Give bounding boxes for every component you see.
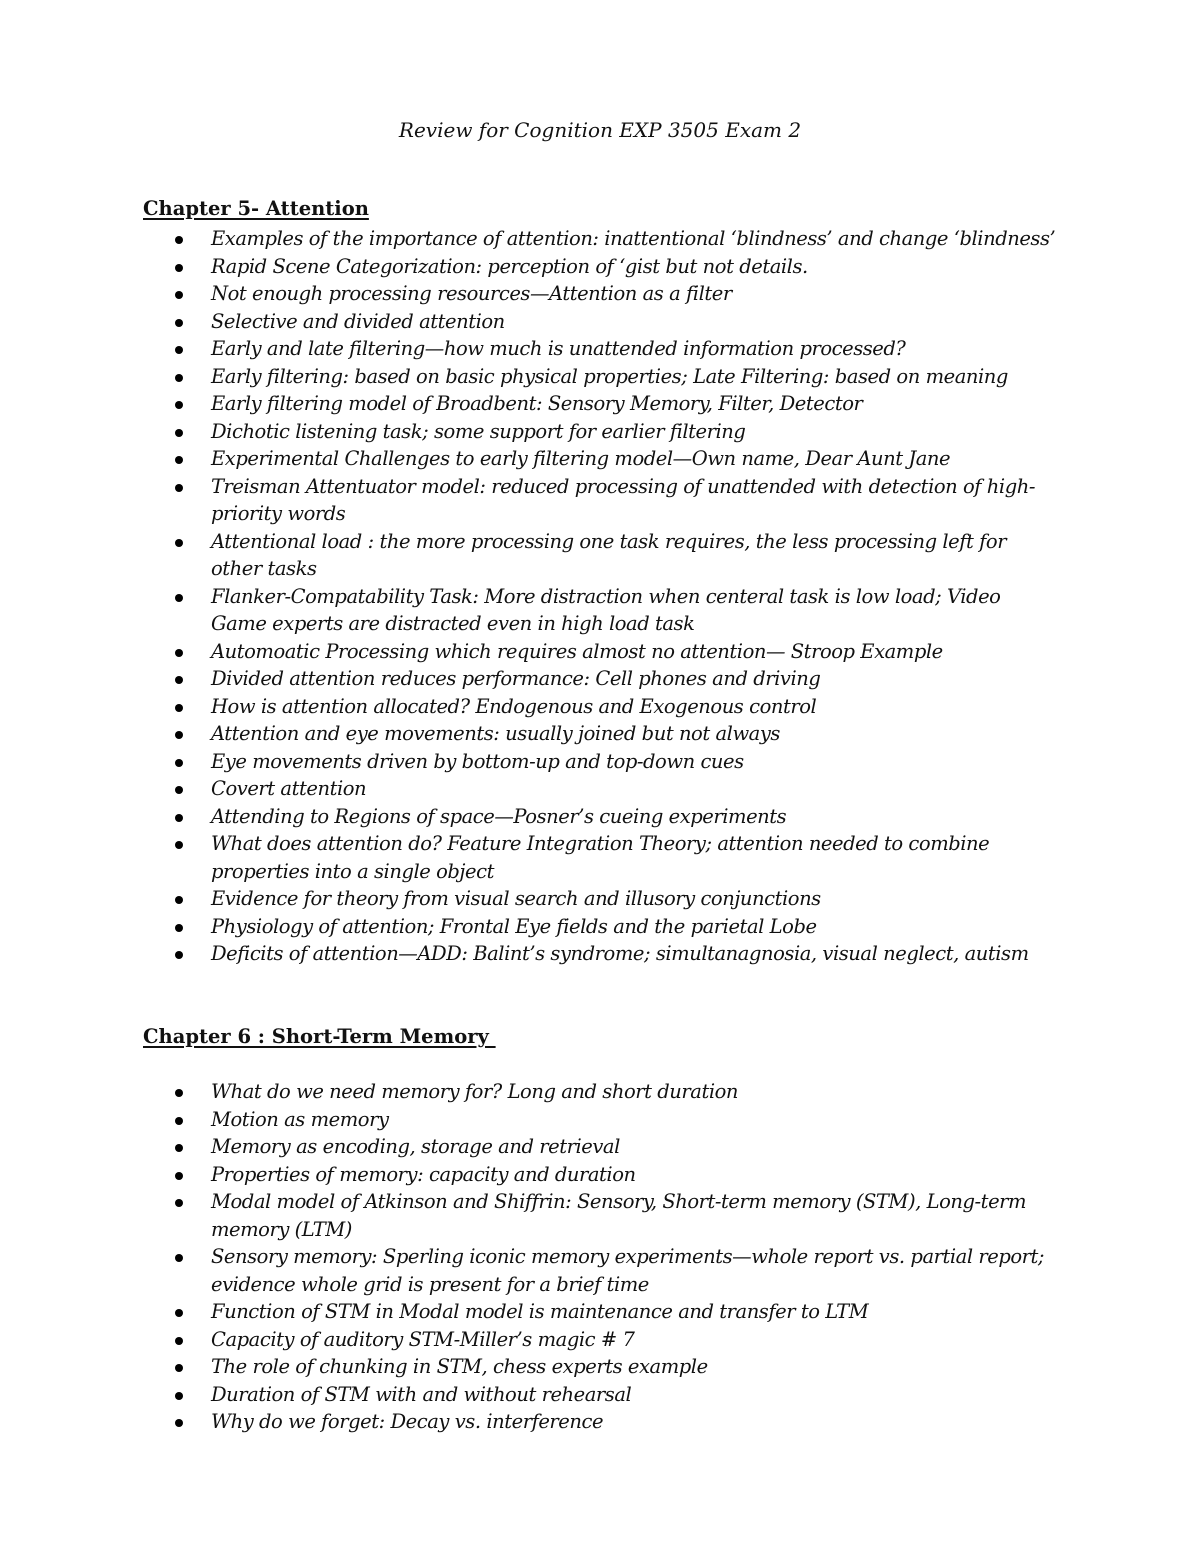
list-item-text: Early filtering model of Broadbent: Sensory Memory, Filter, Detector	[211, 392, 863, 415]
bullet-icon	[175, 1199, 183, 1207]
list-item-text: The role of chunking in STM, chess experts example	[211, 1355, 708, 1378]
list-item	[0, 528, 1061, 583]
bullet-icon	[175, 236, 183, 244]
list-item-text: Why do we forget: Decay vs. interference	[211, 1410, 604, 1433]
list-item	[0, 693, 1061, 721]
bullet-icon	[175, 1419, 183, 1427]
list-item-text: Dichotic listening task; some support for earlier filtering	[211, 419, 746, 443]
list-item-text: Motion as memory	[211, 1107, 389, 1131]
list-item-text: Evidence for theory from visual search and illusory conjunctions	[211, 887, 821, 910]
list-item	[0, 225, 1061, 253]
list-item-text: Examples of the importance of attention: inattentional ‘blindness’ and change ‘blindness’	[211, 227, 1056, 250]
bullet-icon	[175, 429, 183, 437]
bullet-icon	[175, 539, 183, 547]
bullet-icon	[175, 1117, 183, 1125]
list-item	[0, 1381, 1061, 1409]
list-item-text: Treisman Attentuator model: reduced processing of unattended with detection of high-priority words	[211, 474, 1035, 525]
list-item-text: Attending to Regions of space—Posner’s cueing experiments	[211, 804, 787, 828]
list-item-text: Rapid Scene Categorization: perception of ‘gist but not details.	[211, 254, 808, 278]
list-item	[0, 445, 1061, 473]
list-item-text: Early and late filtering—how much is unattended information processed?	[211, 337, 906, 360]
document-title: Review for Cognition EXP 3505 Exam 2	[398, 118, 802, 142]
list-item	[0, 253, 1061, 281]
bullet-icon	[175, 594, 183, 602]
list-item	[0, 885, 1061, 913]
list-item-text: Selective and divided attention	[211, 309, 505, 333]
list-item-text: Covert attention	[211, 777, 367, 800]
list-item-text: Function of STM in Modal model is maintenance and transfer to LTM	[211, 1300, 869, 1323]
bullet-icon	[175, 1364, 183, 1372]
bullet-icon	[175, 1392, 183, 1400]
list-item-text: Flanker-Compatability Task: More distraction when centeral task is low load; Video Game experts are distracted even in high load task	[211, 584, 1001, 635]
bullet-icon	[175, 374, 183, 382]
chapter-5-topic-list	[0, 225, 1200, 968]
list-item	[0, 335, 1061, 363]
list-item-text: Early filtering: based on basic physical properties; Late Filtering: based on meaning	[211, 364, 1008, 388]
chapter-6-topic-list	[0, 1078, 1200, 1436]
list-item	[0, 390, 1061, 418]
bullet-icon	[175, 456, 183, 464]
list-item-text: Duration of STM with and without rehearsal	[211, 1382, 632, 1406]
bullet-icon	[175, 814, 183, 822]
list-item-text: How is attention allocated? Endogenous and Exogenous control	[211, 694, 817, 718]
list-item	[0, 665, 1061, 693]
bullet-icon	[175, 924, 183, 932]
list-item-text: Not enough processing resources—Attention as a filter	[211, 282, 732, 305]
list-item-text: Experimental Challenges to early filtering model—Own name, Dear Aunt Jane	[211, 447, 951, 470]
list-item-text: Properties of memory: capacity and duration	[211, 1162, 636, 1186]
list-item	[0, 1133, 1061, 1161]
list-item-text: Attention and eye movements: usually joined but not always	[211, 722, 780, 745]
list-item-text: Memory as encoding, storage and retrieval	[211, 1135, 620, 1158]
bullet-icon	[175, 484, 183, 492]
bullet-icon	[175, 786, 183, 794]
list-item	[0, 748, 1061, 776]
list-item	[0, 1106, 1061, 1134]
bullet-icon	[175, 1337, 183, 1345]
bullet-icon	[175, 401, 183, 409]
list-item	[0, 1161, 1061, 1189]
list-item-text: Eye movements driven by bottom-up and top-down cues	[211, 749, 744, 773]
bullet-icon	[175, 319, 183, 327]
bullet-icon	[175, 896, 183, 904]
bullet-icon	[175, 649, 183, 657]
bullet-icon	[175, 1172, 183, 1180]
list-item	[0, 1078, 1061, 1106]
bullet-icon	[175, 841, 183, 849]
bullet-icon	[175, 676, 183, 684]
list-item	[0, 913, 1061, 941]
list-item	[0, 308, 1061, 336]
chapter-6-heading: Chapter 6 : Short-Term Memory	[143, 1025, 496, 1048]
list-item	[0, 830, 1061, 885]
bullet-icon	[175, 264, 183, 272]
list-item-text: Deficits of attention—ADD: Balint’s syndrome; simultanagnosia, visual neglect, autism	[211, 942, 1029, 965]
bullet-icon	[175, 951, 183, 959]
bullet-icon	[175, 1144, 183, 1152]
list-item-text: Attentional load : the more processing one task requires, the less processing left for other tasks	[211, 529, 1007, 580]
bullet-icon	[175, 346, 183, 354]
list-item	[0, 1298, 1061, 1326]
list-item	[0, 803, 1061, 831]
list-item	[0, 418, 1061, 446]
list-item	[0, 720, 1061, 748]
list-item-text: Sensory memory: Sperling iconic memory experiments—whole report vs. partial report; evidence whole grid is present for a brief time	[211, 1245, 1045, 1296]
list-item-text: Modal model of Atkinson and Shiffrin: Sensory, Short-term memory (STM), Long-term memory (LTM)	[211, 1190, 1027, 1241]
bullet-icon	[175, 1089, 183, 1097]
chapter-5-heading: Chapter 5- Attention	[143, 197, 369, 220]
list-item	[0, 363, 1061, 391]
list-item-text: Capacity of auditory STM-Miller’s magic # 7	[211, 1327, 635, 1351]
list-item	[0, 638, 1061, 666]
bullet-icon	[175, 1309, 183, 1317]
list-item	[0, 775, 1061, 803]
list-item	[0, 1188, 1061, 1243]
list-item-text: What do we need memory for? Long and short duration	[211, 1080, 739, 1103]
list-item-text: What does attention do? Feature Integration Theory; attention needed to combine properties into a single object	[211, 832, 990, 883]
list-item	[0, 940, 1061, 968]
list-item	[0, 1326, 1061, 1354]
bullet-icon	[175, 759, 183, 767]
bullet-icon	[175, 731, 183, 739]
list-item-text: Physiology of attention; Frontal Eye fields and the parietal Lobe	[211, 914, 817, 938]
list-item-text: Divided attention reduces performance: Cell phones and driving	[211, 667, 821, 690]
list-item	[0, 473, 1061, 528]
list-item-text: Automoatic Processing which requires almost no attention— Stroop Example	[211, 639, 943, 663]
list-item	[0, 583, 1061, 638]
bullet-icon	[175, 704, 183, 712]
bullet-icon	[175, 1254, 183, 1262]
bullet-icon	[175, 291, 183, 299]
list-item	[0, 1353, 1061, 1381]
list-item	[0, 280, 1061, 308]
list-item	[0, 1408, 1061, 1436]
list-item	[0, 1243, 1061, 1298]
